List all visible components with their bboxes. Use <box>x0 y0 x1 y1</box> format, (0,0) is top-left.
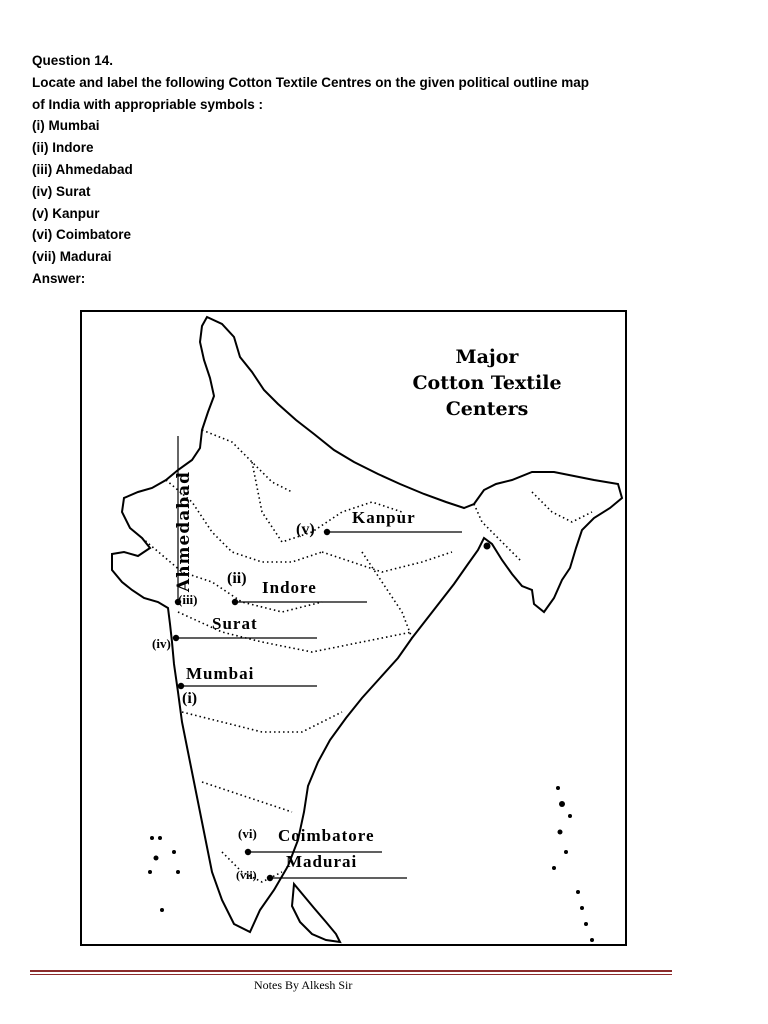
question-block <box>32 50 732 290</box>
question-item: (vii) Madurai <box>32 249 112 265</box>
city-dot-mumbai <box>178 683 184 689</box>
state-boundary <box>362 552 412 638</box>
question-item: (i) Mumbai <box>32 118 100 134</box>
label-mumbai: Mumbai <box>186 664 255 683</box>
label-coimbatore: Coimbatore <box>278 826 375 845</box>
state-boundary <box>322 552 452 572</box>
city-dot-kanpur <box>324 529 330 535</box>
label-coimbatore-num: (vi) <box>238 826 257 841</box>
label-mumbai-num: (i) <box>182 690 198 707</box>
city-dot-indore <box>232 599 238 605</box>
map-title-line: Centers <box>445 398 529 420</box>
label-surat: Surat <box>212 614 258 633</box>
state-boundary <box>182 712 342 732</box>
islands-east <box>552 786 594 942</box>
label-indore: Indore <box>262 578 317 597</box>
label-madurai-num: (vii) <box>236 868 257 882</box>
state-boundary <box>202 430 292 492</box>
islands-west <box>148 836 180 912</box>
label-kanpur-num: (v) <box>296 521 315 538</box>
label-surat-num: (iv) <box>152 636 171 651</box>
label-ahmedabad: Ahmedabad <box>174 470 194 592</box>
map-title-line: Cotton Textile <box>412 372 562 394</box>
question-item: (iii) Ahmedabad <box>32 161 133 177</box>
question-title: Question 14. <box>32 53 114 68</box>
footer-rule <box>30 974 672 975</box>
city-dot-madurai <box>267 875 273 881</box>
label-indore-num: (ii) <box>227 570 247 587</box>
question-item: (ii) Indore <box>32 140 94 156</box>
city-dot-east <box>484 543 491 550</box>
map-title <box>382 344 592 422</box>
label-madurai: Madurai <box>286 852 358 871</box>
footer-text: Notes By Alkesh Sir <box>254 978 353 992</box>
footer-rule <box>30 970 672 972</box>
label-ahmedabad-num: (iii) <box>178 592 198 607</box>
india-map-figure <box>80 310 627 946</box>
question-prompt-line2: of India with appropriable symbols : <box>32 96 264 112</box>
question-item: (vi) Coimbatore <box>32 227 132 243</box>
state-boundary <box>532 492 592 522</box>
question-item: (v) Kanpur <box>32 205 100 221</box>
label-kanpur: Kanpur <box>352 508 416 527</box>
question-prompt-line1: Locate and label the following Cotton Textile Centres on the given political outline map <box>32 74 590 90</box>
question-item: (iv) Surat <box>32 183 91 199</box>
state-boundary <box>202 782 292 812</box>
city-dot-coimbatore <box>245 849 251 855</box>
answer-label: Answer: <box>32 270 86 286</box>
city-dot-surat <box>173 635 179 641</box>
sri-lanka <box>292 884 340 942</box>
map-title-line: Major <box>455 346 519 368</box>
